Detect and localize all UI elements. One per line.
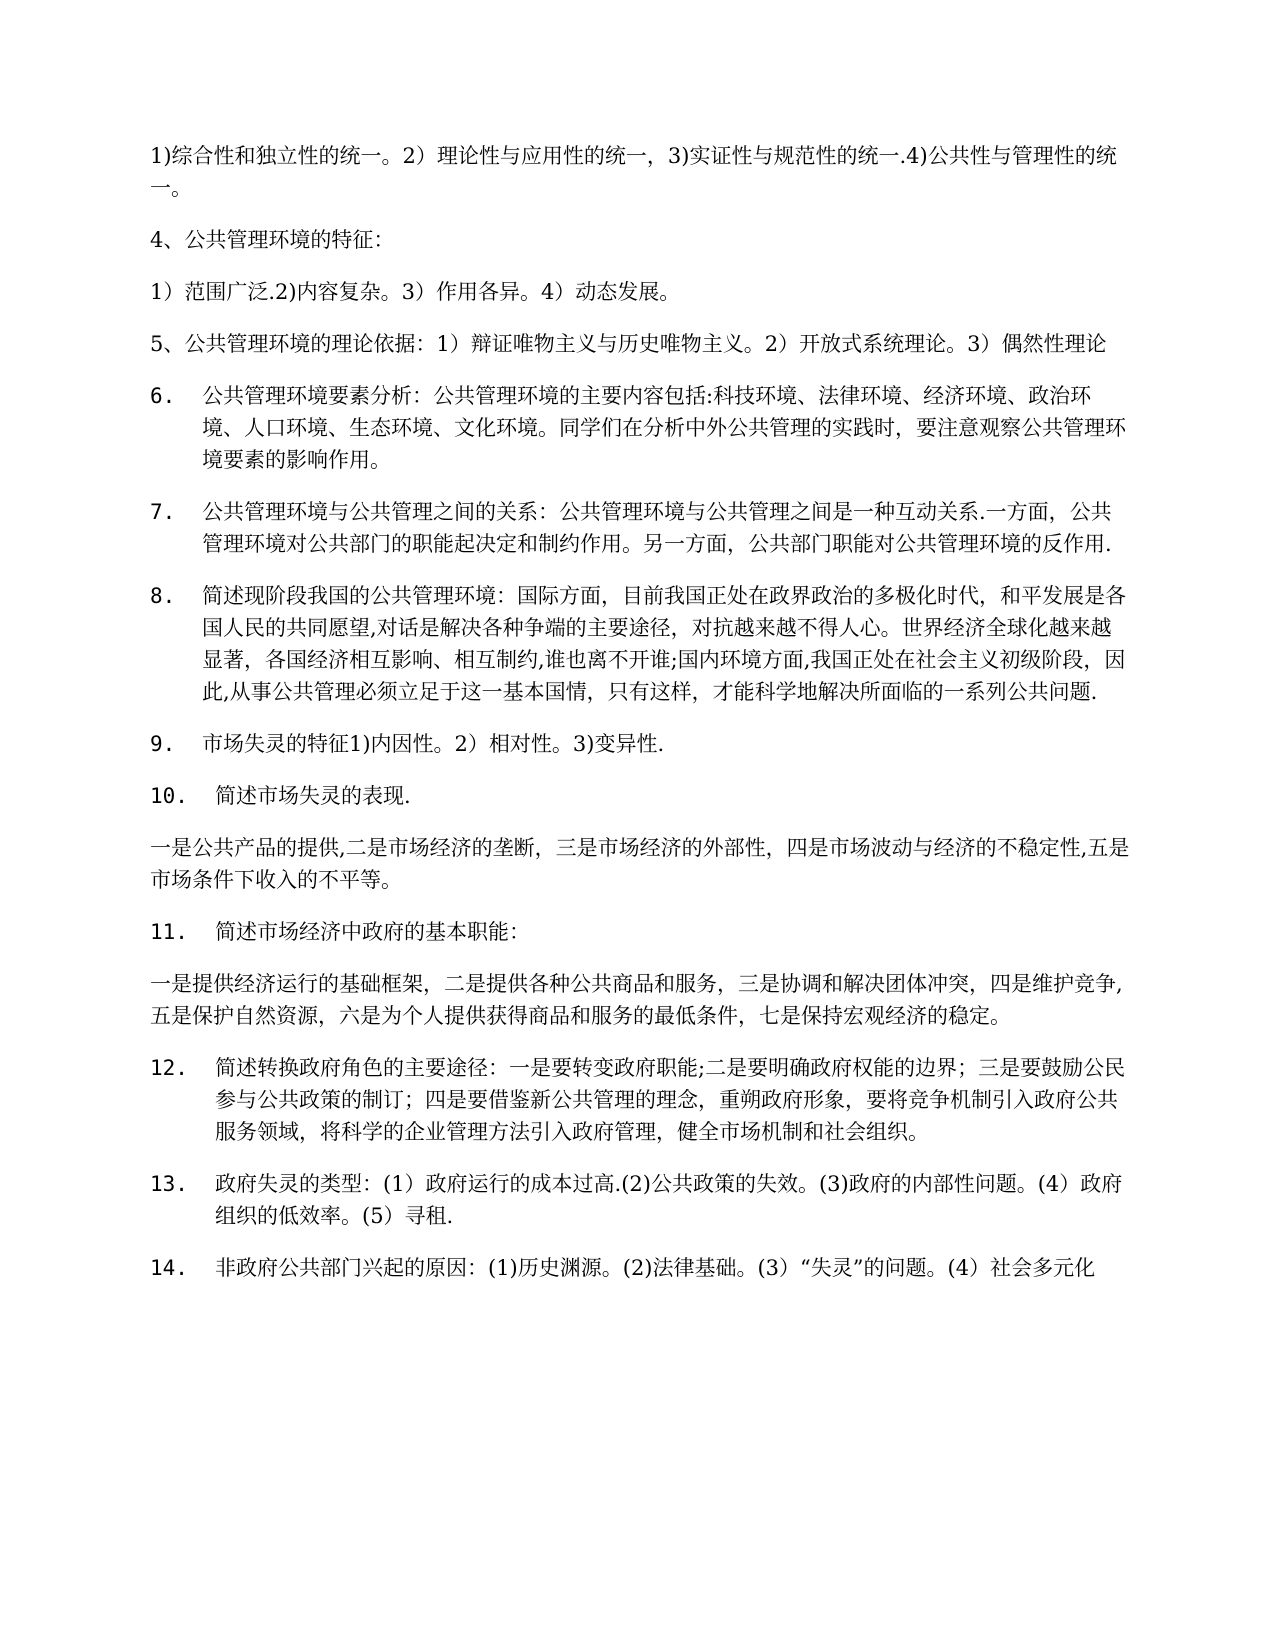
paragraph-subject-characteristics: 1)综合性和独立性的统一。2）理论性与应用性的统一，3)实证性与规范性的统一.4)公共性与管理性的统一。 bbox=[150, 144, 1117, 200]
paragraph-theoretical-basis: 5、公共管理环境的理论依据：1）辩证唯物主义与历史唯物主义。2）开放式系统理论。3）偶然性理论 bbox=[150, 332, 1107, 356]
list-item-13 bbox=[150, 1168, 1130, 1232]
list-number: 12. bbox=[150, 1056, 188, 1080]
list-item-10 bbox=[150, 780, 1130, 812]
list-item-7 bbox=[150, 496, 1130, 560]
list-number: 8. bbox=[150, 584, 176, 608]
list-number: 10. bbox=[150, 784, 188, 808]
document-page bbox=[150, 140, 1130, 1304]
list-item-9 bbox=[150, 728, 1130, 760]
list-number: 6. bbox=[150, 384, 176, 408]
list-item-text: 简述市场经济中政府的基本职能： bbox=[215, 920, 530, 944]
heading-environment-features: 4、公共管理环境的特征： bbox=[150, 228, 395, 252]
list-number: 7. bbox=[150, 500, 176, 524]
list-item-text: 市场失灵的特征1)内因性。2）相对性。3)变异性. bbox=[202, 732, 665, 756]
list-item-11 bbox=[150, 916, 1130, 948]
list-item-6 bbox=[150, 380, 1130, 476]
list-item-8 bbox=[150, 580, 1130, 708]
list-item-12 bbox=[150, 1052, 1130, 1148]
list-item-text: 简述转换政府角色的主要途径：一是要转变政府职能;二是要明确政府权能的边界；三是要鼓励公民参与公共政策的制订；四是要借鉴新公共管理的理念，重朔政府形象，要将竞争机制引入政府公共服务领域，将科学的企业管理方法引入政府管理，健全市场机制和社会组织。 bbox=[215, 1056, 1126, 1144]
list-item-text: 简述市场失灵的表现. bbox=[215, 784, 411, 808]
list-number: 14. bbox=[150, 1256, 188, 1280]
list-item-text: 简述现阶段我国的公共管理环境：国际方面，目前我国正处在政界政治的多极化时代，和平发展是各国人民的共同愿望,对话是解决各种争端的主要途径，对抗越来越不得人心。世界经济全球化越来越显著，各国经济相互影响、相互制约,谁也离不开谁;国内环境方面,我国正处在社会主义初级阶段，因此,从事公共管理必须立足于这一基本国情，只有这样，才能科学地解决所面临的一系列公共问题. bbox=[202, 584, 1126, 704]
list-number: 11. bbox=[150, 920, 188, 944]
list-number: 13. bbox=[150, 1172, 188, 1196]
list-item-text: 公共管理环境与公共管理之间的关系：公共管理环境与公共管理之间是一种互动关系.一方面，公共管理环境对公共部门的职能起决定和制约作用。另一方面，公共部门职能对公共管理环境的反作用. bbox=[202, 500, 1112, 556]
list-item-text: 非政府公共部门兴起的原因：(1)历史渊源。(2)法律基础。(3）“失灵”的问题。(4）社会多元化 bbox=[215, 1256, 1096, 1280]
paragraph-market-failure-manifestations: 一是公共产品的提供,二是市场经济的垄断，三是市场经济的外部性，四是市场波动与经济的不稳定性,五是市场条件下收入的不平等。 bbox=[150, 836, 1130, 892]
list-item-text: 政府失灵的类型：(1）政府运行的成本过高.(2)公共政策的失效。(3)政府的内部性问题。(4）政府组织的低效率。(5）寻租. bbox=[215, 1172, 1123, 1228]
paragraph-government-functions: 一是提供经济运行的基础框架，二是提供各种公共商品和服务，三是协调和解决团体冲突，四是维护竞争,五是保护自然资源，六是为个人提供获得商品和服务的最低条件，七是保持宏观经济的稳定。 bbox=[150, 972, 1123, 1028]
paragraph-environment-features: 1）范围广泛.2)内容复杂。3）作用各异。4）动态发展。 bbox=[150, 280, 681, 304]
list-item-14 bbox=[150, 1252, 1130, 1284]
list-number: 9. bbox=[150, 732, 176, 756]
list-item-text: 公共管理环境要素分析：公共管理环境的主要内容包括:科技环境、法律环境、经济环境、政治环境、人口环境、生态环境、文化环境。同学们在分析中外公共管理的实践时，要注意观察公共管理环境要素的影响作用。 bbox=[202, 384, 1126, 472]
